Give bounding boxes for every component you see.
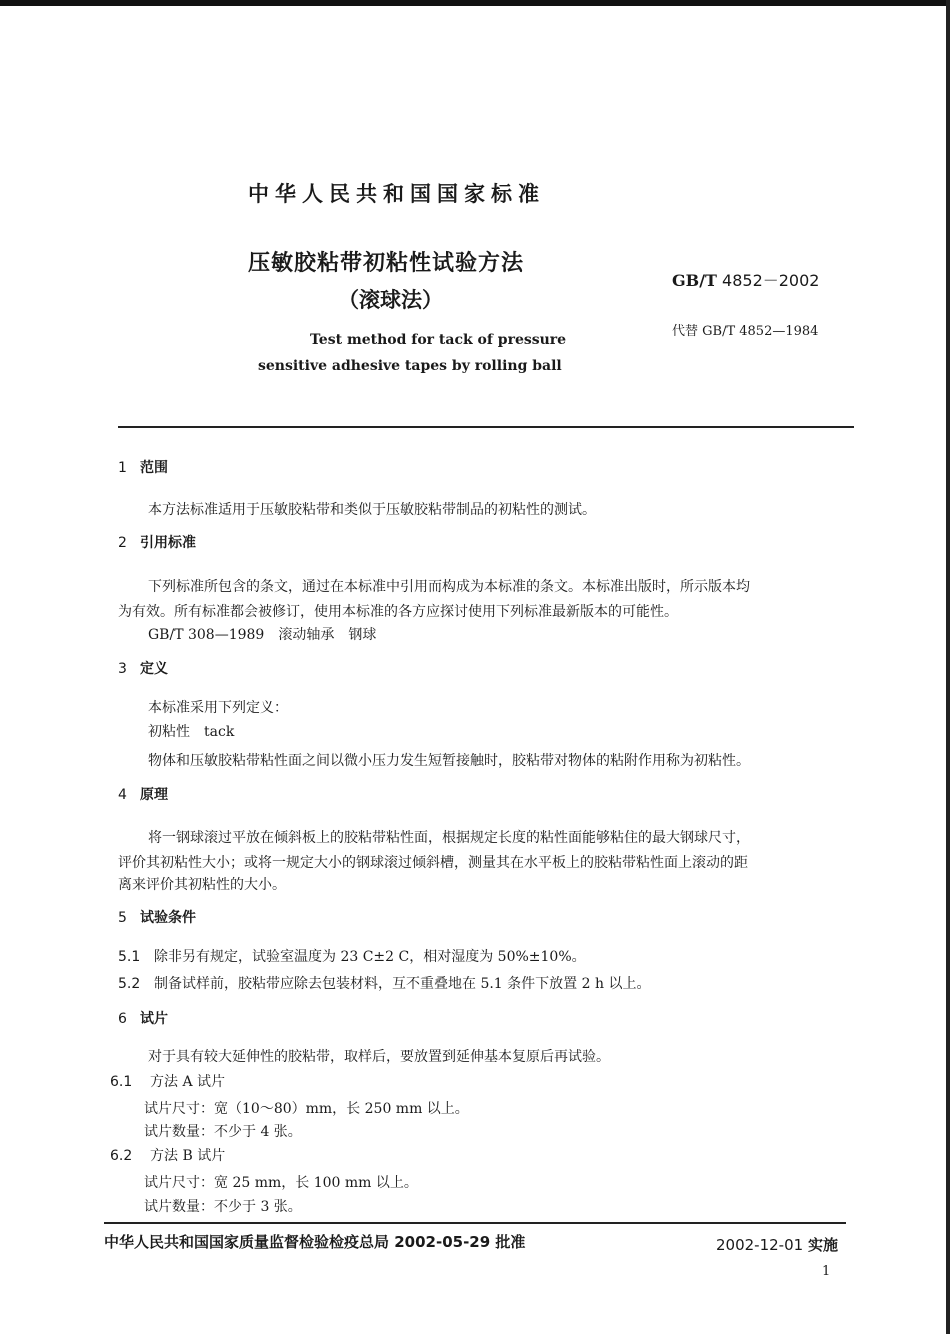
clause-title: 方法 B 试片 xyxy=(150,1148,226,1164)
clause-number: 6.1 xyxy=(110,1074,133,1090)
clause-6-2-size: 试片尺寸：宽 25 mm，长 100 mm 以上。 xyxy=(144,1175,418,1191)
section-4-text-line2: 评价其初粘性大小；或将一规定大小的钢球滚过倾斜槽，测量其在水平板上的胶粘带粘性面上滚动的距 xyxy=(118,855,748,871)
approval-line: 中华人民共和国国家质量监督检验检疫总局 2002-05-29 批准 xyxy=(104,1233,526,1251)
section-title: 引用标准 xyxy=(140,535,196,551)
title-chinese: 压敏胶粘带初粘性试验方法 xyxy=(248,251,525,276)
section-6-text: 对于具有较大延伸性的胶粘带，取样后，要放置到延伸基本复原后再试验。 xyxy=(148,1049,610,1065)
section-number: 1 xyxy=(118,460,127,476)
clause-number: 5.2 xyxy=(118,976,141,992)
section-number: 6 xyxy=(118,1011,127,1027)
section-1-text: 本方法标准适用于压敏胶粘带和类似于压敏胶粘带制品的初粘性的测试。 xyxy=(148,502,596,518)
standard-prefix: GB/T xyxy=(672,271,717,290)
section-3-term: 初粘性 tack xyxy=(148,724,235,740)
standard-number xyxy=(672,268,819,291)
standard-code: 4852－2002 xyxy=(722,271,820,290)
section-title: 定义 xyxy=(140,661,168,677)
clause-number: 6.2 xyxy=(110,1148,133,1164)
title-english-line2: sensitive adhesive tapes by rolling ball xyxy=(258,358,562,374)
section-title: 试片 xyxy=(140,1011,168,1027)
section-6-heading xyxy=(118,1008,168,1028)
footer-divider xyxy=(104,1222,846,1224)
header-divider xyxy=(118,426,854,428)
section-1-heading xyxy=(118,457,168,477)
page-number: 1 xyxy=(822,1264,831,1279)
replaces-standard: 代替 GB/T 4852—1984 xyxy=(672,324,819,339)
scan-border-right xyxy=(946,0,950,1334)
clause-6-2-quantity: 试片数量：不少于 3 张。 xyxy=(144,1199,302,1215)
section-2-heading xyxy=(118,532,196,552)
clause-6-1-quantity: 试片数量：不少于 4 张。 xyxy=(144,1124,302,1140)
clause-5-2 xyxy=(118,973,650,993)
clause-text: 制备试样前，胶粘带应除去包装材料，互不重叠地在 5.1 条件下放置 2 h 以上。 xyxy=(154,976,651,992)
scan-border-top xyxy=(0,0,950,6)
title-english-line1: Test method for tack of pressure xyxy=(310,332,567,348)
section-4-text-line3: 离来评价其初粘性的大小。 xyxy=(118,877,286,893)
section-number: 2 xyxy=(118,535,127,551)
section-number: 4 xyxy=(118,787,127,803)
section-2-reference: GB/T 308—1989 滚动轴承 钢球 xyxy=(148,627,377,643)
section-3-heading xyxy=(118,658,168,678)
section-title: 试验条件 xyxy=(140,910,196,926)
effective-date: 2002-12-01 xyxy=(716,1236,804,1254)
section-4-text-line1: 将一钢球滚过平放在倾斜板上的胶粘带粘性面，根据规定长度的粘性面能够粘住的最大钢球尺寸， xyxy=(148,830,750,846)
section-3-intro: 本标准采用下列定义： xyxy=(148,700,288,716)
clause-6-2-heading xyxy=(110,1145,225,1165)
subtitle-chinese: （滚球法） xyxy=(338,288,443,312)
effective-line xyxy=(716,1234,838,1255)
section-5-heading xyxy=(118,907,196,927)
effective-label: 实施 xyxy=(807,1236,838,1254)
clause-number: 5.1 xyxy=(118,949,141,965)
section-number: 3 xyxy=(118,661,127,677)
clause-5-1 xyxy=(118,946,586,966)
clause-6-1-size: 试片尺寸：宽（10～80）mm，长 250 mm 以上。 xyxy=(144,1101,469,1117)
clause-text: 除非另有规定，试验室温度为 23 C±2 C，相对湿度为 50%±10%。 xyxy=(154,949,586,965)
clause-6-1-heading xyxy=(110,1071,225,1091)
section-4-heading xyxy=(118,784,168,804)
section-number: 5 xyxy=(118,910,127,926)
clause-title: 方法 A 试片 xyxy=(150,1074,226,1090)
section-2-text-line2: 为有效。所有标准都会被修订，使用本标准的各方应探讨使用下列标准最新版本的可能性。 xyxy=(118,604,678,620)
section-2-text-line1: 下列标准所包含的条文，通过在本标准中引用而构成为本标准的条文。本标准出版时，所示版本均 xyxy=(148,579,750,595)
section-title: 范围 xyxy=(140,460,168,476)
standard-type-heading: 中华人民共和国国家标准 xyxy=(248,182,545,206)
section-title: 原理 xyxy=(140,787,168,803)
section-3-definition: 物体和压敏胶粘带粘性面之间以微小压力发生短暂接触时，胶粘带对物体的粘附作用称为初粘性。 xyxy=(148,753,750,769)
